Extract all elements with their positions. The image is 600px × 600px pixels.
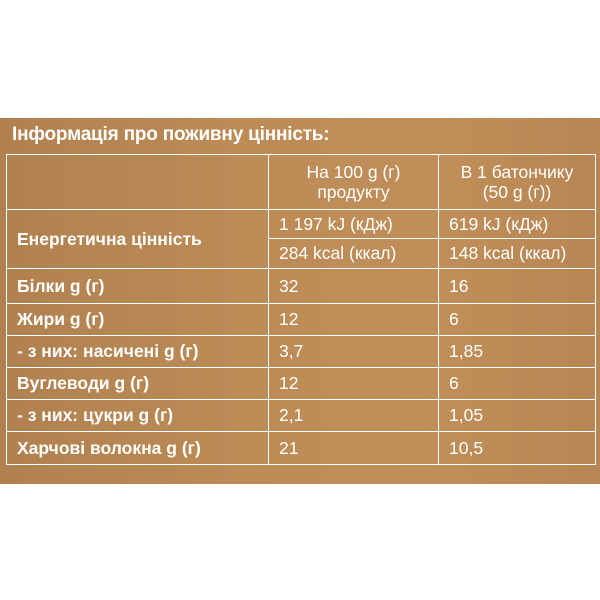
header-empty-cell: [7, 155, 269, 210]
nutrition-title: Інформація про поживну цінність:: [12, 124, 330, 145]
header-per-bar: [439, 155, 596, 210]
row-value-carbs-perbar: 6: [439, 368, 596, 400]
row-value-sugars-perbar: 1,05: [439, 400, 596, 432]
table-row: [7, 400, 596, 432]
row-value-fiber-perbar: 10,5: [439, 432, 596, 465]
table-row: [7, 432, 596, 465]
energy-per100-kcal: 284 kcal (ккал): [269, 239, 439, 269]
row-value-fiber-per100: 21: [269, 432, 439, 465]
row-value-protein-per100: 32: [269, 269, 439, 304]
energy-perbar-kj: 619 kJ (кДж): [439, 210, 596, 239]
table-row: [7, 269, 596, 304]
table-row: [7, 336, 596, 368]
row-value-saturated-perbar: 1,85: [439, 336, 596, 368]
header-per-bar-line2: (50 g (г)): [482, 182, 552, 202]
table-header-row: [7, 155, 596, 210]
energy-label: Енергетична цінність: [7, 210, 269, 269]
table-row-energy-kj: [7, 210, 596, 239]
header-per-100g: [269, 155, 439, 210]
row-value-sugars-per100: 2,1: [269, 400, 439, 432]
row-label-fat: Жири g (г): [7, 304, 269, 336]
energy-perbar-kcal: 148 kcal (ккал): [439, 239, 596, 269]
row-value-fat-perbar: 6: [439, 304, 596, 336]
header-per-100g-line1: На 100 g (г): [306, 162, 401, 182]
row-value-protein-perbar: 16: [439, 269, 596, 304]
row-value-fat-per100: 12: [269, 304, 439, 336]
nutrition-panel: [0, 118, 600, 484]
row-label-sugars: - з них: цукри g (г): [7, 400, 269, 432]
row-value-saturated-per100: 3,7: [269, 336, 439, 368]
header-per-bar-line1: В 1 батончику: [460, 162, 574, 182]
nutrition-table: [6, 154, 596, 465]
energy-per100-kj: 1 197 kJ (кДж): [269, 210, 439, 239]
row-label-protein: Білки g (г): [7, 269, 269, 304]
row-label-saturated: - з них: насичені g (г): [7, 336, 269, 368]
row-value-carbs-per100: 12: [269, 368, 439, 400]
header-per-100g-line2: продукту: [317, 182, 390, 202]
table-row: [7, 368, 596, 400]
table-row: [7, 304, 596, 336]
row-label-carbs: Вуглеводи g (г): [7, 368, 269, 400]
row-label-fiber: Харчові волокна g (г): [7, 432, 269, 465]
